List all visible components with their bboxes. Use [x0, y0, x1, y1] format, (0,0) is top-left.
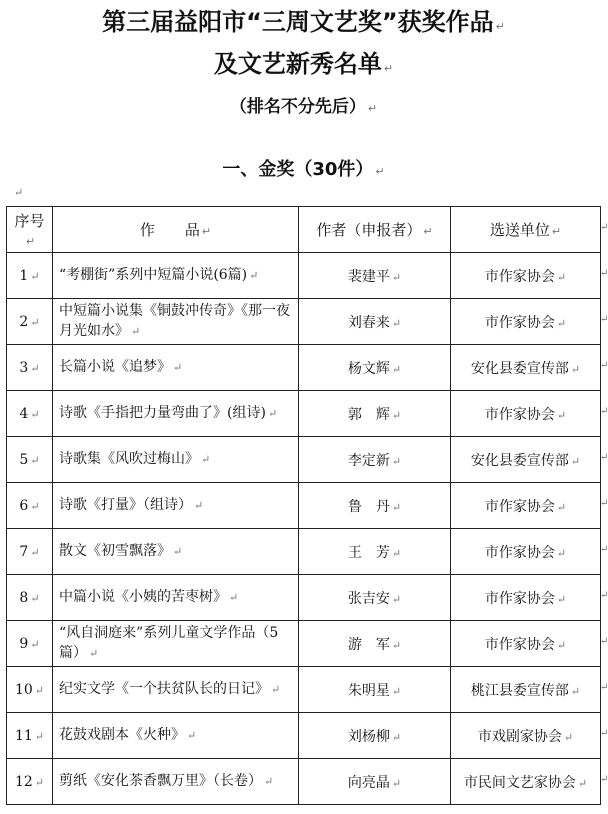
- cell-number: 7 ↵: [7, 529, 53, 575]
- cell-author: 刘春来 ↵: [299, 299, 451, 345]
- cell-number: 3 ↵: [7, 345, 53, 391]
- row-end-mark: ↵: [600, 314, 608, 325]
- paragraph-mark: ↵: [14, 186, 24, 199]
- table-row: [7, 437, 601, 483]
- row-end-mark: ↵: [600, 406, 608, 417]
- table-row: [7, 345, 601, 391]
- cell-work: “考棚街”系列中短篇小说(6篇) ↵: [53, 253, 299, 299]
- table-row: [7, 667, 601, 713]
- cell-number: 11 ↵: [7, 713, 53, 759]
- cell-org: 市作家协会 ↵: [451, 621, 601, 667]
- cell-number: 5 ↵: [7, 437, 53, 483]
- cell-org: 市作家协会 ↵: [451, 391, 601, 437]
- header-work: 作 品 ↵: [53, 207, 299, 253]
- cell-number: 6 ↵: [7, 483, 53, 529]
- cell-work: 诗歌《手指把力量弯曲了》(组诗) ↵: [53, 391, 299, 437]
- cell-author: 游 军 ↵: [299, 621, 451, 667]
- table-row: [7, 253, 601, 299]
- row-end-mark: ↵: [600, 682, 608, 693]
- row-end-mark: ↵: [600, 268, 608, 279]
- row-end-mark: ↵: [600, 222, 608, 233]
- cell-author: 王 芳 ↵: [299, 529, 451, 575]
- header-author: 作者（申报者） ↵: [299, 207, 451, 253]
- header-org: 选送单位 ↵: [451, 207, 601, 253]
- header-no: 序号↵: [7, 207, 53, 253]
- row-end-mark: ↵: [600, 360, 608, 371]
- row-end-mark: ↵: [600, 544, 608, 555]
- cell-author: 向亮晶 ↵: [299, 759, 451, 805]
- cell-work: 诗歌《打量》（组诗） ↵: [53, 483, 299, 529]
- row-end-mark: ↵: [600, 590, 608, 601]
- cell-number: 1 ↵: [7, 253, 53, 299]
- cell-org: 市作家协会 ↵: [451, 575, 601, 621]
- row-end-mark: ↵: [600, 452, 608, 463]
- cell-org: 市戏剧家协会 ↵: [451, 713, 601, 759]
- cell-work: 中篇小说《小姨的苦枣树》 ↵: [53, 575, 299, 621]
- cell-author: 杨文辉 ↵: [299, 345, 451, 391]
- cell-work: 纪实文学《一个扶贫队长的日记》 ↵: [53, 667, 299, 713]
- row-end-mark: ↵: [600, 774, 608, 785]
- table-header-row: [7, 207, 601, 253]
- row-end-mark: ↵: [600, 498, 608, 509]
- cell-author: 郭 辉 ↵: [299, 391, 451, 437]
- cell-org: 安化县委宣传部 ↵: [451, 437, 601, 483]
- cell-org: 市作家协会 ↵: [451, 483, 601, 529]
- document-title-line2: 及文艺新秀名单 ↵: [213, 50, 394, 78]
- table-row: [7, 621, 601, 667]
- table-row: [7, 575, 601, 621]
- cell-work: 散文《初雪飘落》 ↵: [53, 529, 299, 575]
- cell-number: 8 ↵: [7, 575, 53, 621]
- document-title-line1: 第三届益阳市“三周文艺奖”获奖作品 ↵: [102, 8, 505, 36]
- table-row: [7, 391, 601, 437]
- cell-org: 市作家协会 ↵: [451, 529, 601, 575]
- section-heading: 一、金奖（30件） ↵: [222, 159, 385, 180]
- cell-author: 张吉安 ↵: [299, 575, 451, 621]
- cell-work: 诗歌集《风吹过梅山》 ↵: [53, 437, 299, 483]
- cell-org: 市作家协会 ↵: [451, 299, 601, 345]
- cell-number: 12 ↵: [7, 759, 53, 805]
- award-table: [6, 206, 601, 805]
- cell-number: 2 ↵: [7, 299, 53, 345]
- cell-author: 朱明星 ↵: [299, 667, 451, 713]
- table-row: [7, 713, 601, 759]
- cell-work: 花鼓戏剧本《火种》 ↵: [53, 713, 299, 759]
- cell-work: 中短篇小说集《铜鼓冲传奇》《那一夜月光如水》 ↵: [53, 299, 299, 345]
- table-row: [7, 759, 601, 805]
- cell-author: 裴建平 ↵: [299, 253, 451, 299]
- cell-org: 安化县委宣传部 ↵: [451, 345, 601, 391]
- table-row: [7, 529, 601, 575]
- table-row: [7, 483, 601, 529]
- cell-number: 10 ↵: [7, 667, 53, 713]
- row-end-mark: ↵: [600, 728, 608, 739]
- table-row: [7, 299, 601, 345]
- cell-work: “风自洞庭来”系列儿童文学作品（5篇） ↵: [53, 621, 299, 667]
- cell-org: 桃江县委宣传部 ↵: [451, 667, 601, 713]
- row-end-mark: ↵: [600, 636, 608, 647]
- cell-number: 9 ↵: [7, 621, 53, 667]
- cell-work: 剪纸《安化茶香飘万里》（长卷） ↵: [53, 759, 299, 805]
- document-subtitle: （排名不分先后） ↵: [229, 97, 378, 117]
- cell-author: 鲁 丹 ↵: [299, 483, 451, 529]
- cell-org: 市作家协会 ↵: [451, 253, 601, 299]
- cell-author: 李定新 ↵: [299, 437, 451, 483]
- cell-number: 4 ↵: [7, 391, 53, 437]
- cell-work: 长篇小说《追梦》 ↵: [53, 345, 299, 391]
- cell-org: 市民间文艺家协会 ↵: [451, 759, 601, 805]
- cell-author: 刘杨柳 ↵: [299, 713, 451, 759]
